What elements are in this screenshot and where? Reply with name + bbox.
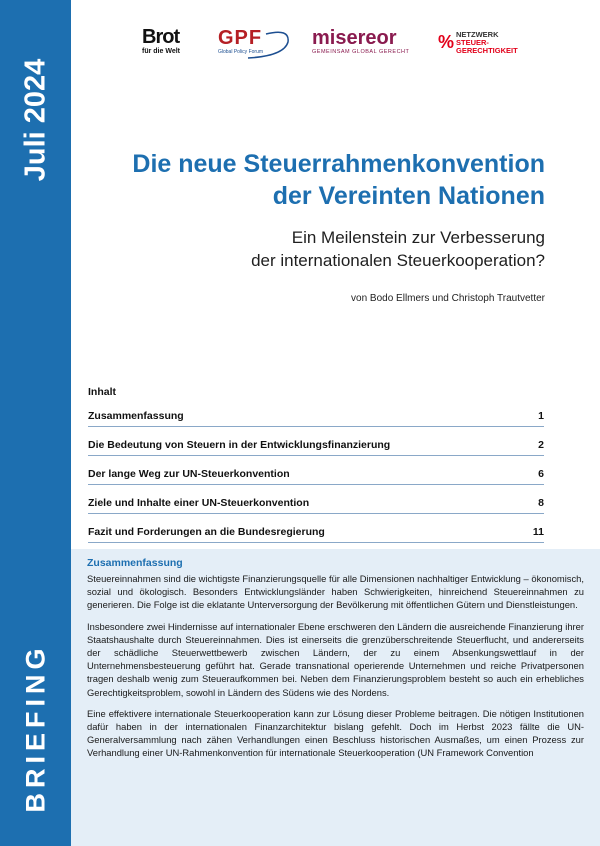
- gpf-logo-wordmark: GPF: [218, 27, 263, 49]
- toc-entry-label: Die Bedeutung von Steuern in der Entwicklungsfinanzierung: [88, 439, 391, 451]
- table-of-contents: [88, 386, 544, 555]
- page-title: [132, 148, 545, 212]
- toc-entry-label: Der lange Weg zur UN-Steuerkonvention: [88, 468, 290, 480]
- netzwerk-logo-line1: NETZWERK: [456, 30, 499, 39]
- netzwerk-logo-text: [456, 31, 518, 55]
- toc-heading: Inhalt: [88, 386, 116, 398]
- toc-entry-page: 8: [538, 497, 544, 509]
- briefing-label: BRIEFING: [20, 643, 51, 813]
- gpf-logo: [218, 28, 298, 60]
- toc-entry-page: 11: [532, 526, 544, 538]
- netzwerk-steuergerechtigkeit-logo: [438, 28, 558, 60]
- netzwerk-logo-line3: GERECHTIGKEIT: [456, 46, 518, 55]
- toc-entry-page: 1: [538, 410, 544, 422]
- toc-entry-label: Zusammenfassung: [88, 410, 184, 422]
- brot-logo-wordmark: Brot: [142, 26, 180, 48]
- misereor-logo-tagline: GEMEINSAM GLOBAL GERECHT: [312, 49, 410, 55]
- percent-icon: %: [438, 32, 455, 52]
- toc-entry-label: Ziele und Inhalte einer UN-Steuerkonvention: [88, 497, 310, 509]
- issue-date: Juli 2024: [19, 58, 52, 182]
- toc-entry-page: 2: [538, 439, 544, 451]
- toc-entry[interactable]: [88, 468, 544, 485]
- summary-box: [71, 549, 600, 846]
- netzwerk-logo-line2: STEUER-: [456, 38, 489, 47]
- subtitle-line-2: der internationalen Steuerkooperation?: [251, 251, 545, 270]
- summary-paragraph-3: Eine effektivere internationale Steuerkooperation kann zur Lösung dieser Probleme beitragen. Die nötigen Institutionen dafür haben in der internationalen Finanzarchitektur bislang gefehlt. Doch im Herbst 2023 fällte die UN-Generalversammlung nach zähen Verhandlungen einen Beschluss historischen Ausmaßes, um einen Prozess zur Verhandlung einer UN-Rahmenkonvention für internationale Steuerkooperation (UN Framework Convention: [87, 707, 584, 759]
- summary-paragraph-2: Insbesondere zwei Hindernisse auf internationaler Ebene erschweren den Ländern die ausreichende Finanzierung ihrer Staatshaushalte durch Steuereinnahmen. Dies ist einerseits die grenzüberschreitende Steuerflucht, und andererseits der schädliche Steuerwettbewerb zwischen Ländern, der zu einem Absenkungswettlauf in der Unternehmensbesteuerung geführt hat. Gerade transnational operierende Unternehmen und reiche Privatpersonen tragen deshalb wenig zum Steueraufkommen bei. Neben dem Finanzierungsproblem besteht so auch ein erhebliches Gerechtigkeitsproblem, sowohl in Ländern des Südens wie des Nordens.: [87, 620, 584, 698]
- gpf-swoosh-icon: [218, 28, 298, 62]
- author-byline: von Bodo Ellmers und Christoph Trautvetter: [351, 293, 545, 304]
- title-line-2: der Vereinten Nationen: [272, 182, 545, 210]
- toc-entry[interactable]: [88, 439, 544, 456]
- brot-fuer-die-welt-logo: [142, 28, 202, 60]
- gpf-logo-tagline: Global Policy Forum: [218, 49, 264, 55]
- toc-entry[interactable]: [88, 526, 544, 543]
- toc-entry-page: 6: [538, 468, 544, 480]
- toc-entry[interactable]: [88, 410, 544, 427]
- misereor-logo: [312, 28, 422, 60]
- subtitle-line-1: Ein Meilenstein zur Verbesserung: [291, 228, 545, 247]
- title-line-1: Die neue Steuerrahmenkonvention: [132, 150, 545, 178]
- toc-entry[interactable]: [88, 497, 544, 514]
- misereor-logo-wordmark: misereor: [312, 27, 397, 49]
- summary-heading: Zusammenfassung: [87, 557, 183, 569]
- sidebar-band: [0, 0, 71, 846]
- toc-entry-label: Fazit und Forderungen an die Bundesregierung: [88, 526, 325, 538]
- page-subtitle: [251, 226, 545, 272]
- brot-logo-tagline: für die Welt: [142, 48, 180, 55]
- summary-paragraph-1: Steuereinnahmen sind die wichtigste Finanzierungsquelle für alle Dimensionen nachhaltiger Entwicklung – ökonomisch, sozial und ökologisch. Besonders Entwicklungsländer haben Schwierigkeiten, hinreichend Steuereinnahmen zu generieren. Die Folge ist die eklatante Unterversorgung der Bevölkerung mit öffentlichen Gütern und Dienstleistungen.: [87, 573, 584, 611]
